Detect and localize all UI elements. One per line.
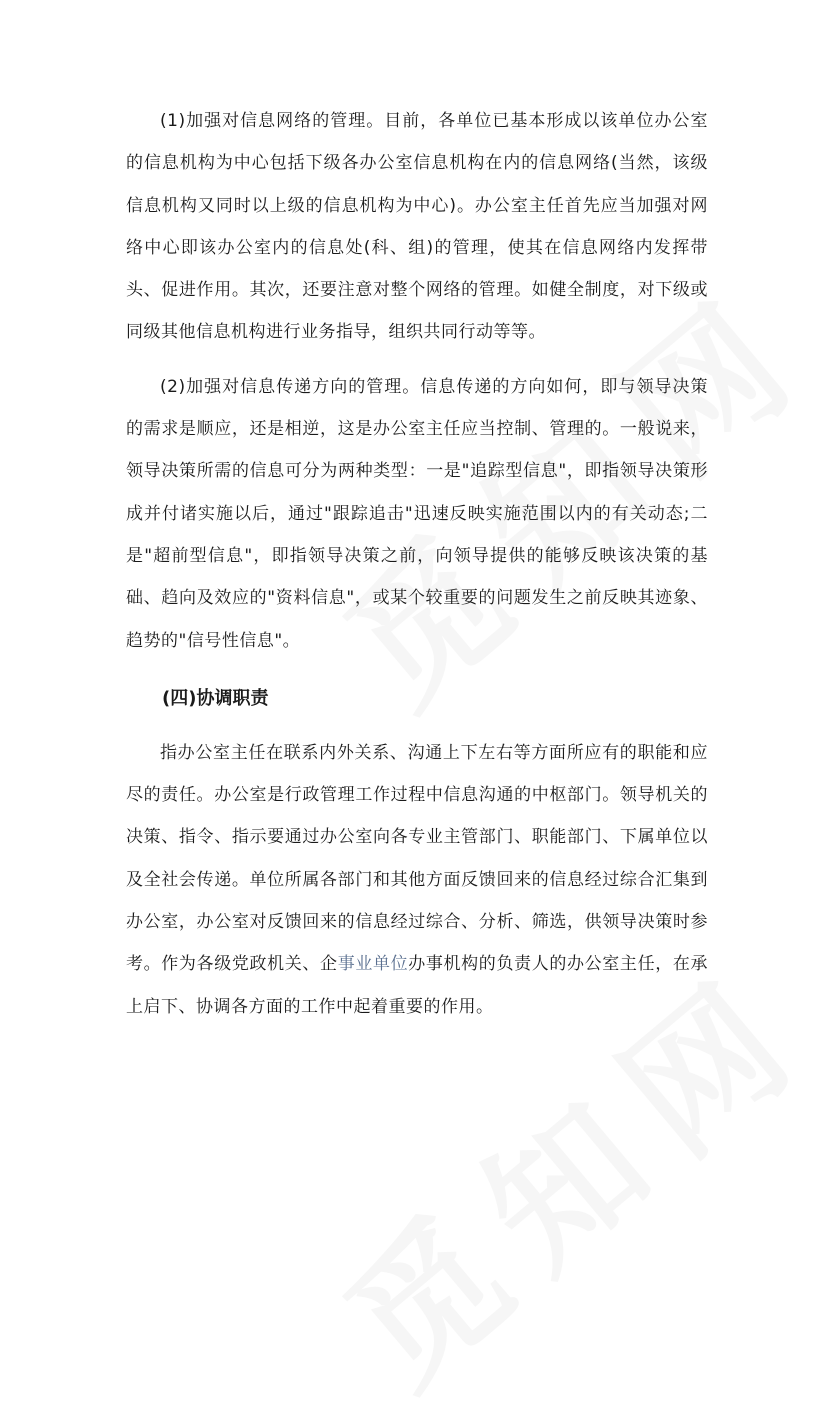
paragraph-coordination bbox=[126, 732, 708, 1028]
document-page bbox=[126, 100, 708, 1028]
paragraph-text-part2: 办事机构的负责人的办公室主任，在承上启下、协调各方面的工作中起着重要的作用。 bbox=[126, 954, 708, 1017]
paragraph-network-management: (1)加强对信息网络的管理。目前，各单位已基本形成以该单位办公室的信息机构为中心包括下级各办公室信息机构在内的信息网络(当然，该级信息机构又同时以上级的信息机构为中心)。办公室主任首先应当加强对网络中心即该办公室内的信息处(科、组)的管理，使其在信息网络内发挥带头、促进作用。其次，还要注意对整个网络的管理。如健全制度，对下级或同级其他信息机构进行业务指导，组织共同行动等等。 bbox=[126, 111, 708, 343]
paragraph-text-part1: 指办公室主任在联系内外关系、沟通上下左右等方面所应有的职能和应尽的责任。办公室是行政管理工作过程中信息沟通的中枢部门。领导机关的决策、指令、指示要通过办公室向各专业主管部门、职能部门、下属单位以及全社会传递。单位所属各部门和其他方面反馈回来的信息经过综合汇集到办公室，办公室对反馈回来的信息经过综合、分析、筛选，供领导决策时参考。作为各级党政机关、企 bbox=[126, 742, 708, 975]
enterprise-unit-link[interactable]: 事业单位 bbox=[337, 954, 409, 975]
section-heading-coordination: (四)协调职责 bbox=[162, 687, 269, 709]
paragraph-direction-management: (2)加强对信息传递方向的管理。信息传递的方向如何，即与领导决策的需求是顺应，还是相逆，这是办公室主任应当控制、管理的。一般说来，领导决策所需的信息可分为两种类型：一是"追踪型信息"，即指领导决策形成并付诸实施以后，通过"跟踪追击"迅速反映实施范围以内的有关动态;二是"超前型信息"，即指领导决策之前，向领导提供的能够反映该决策的基础、趋向及效应的"资料信息"，或某个较重要的问题发生之前反映其迹象、趋势的"信号性信息"。 bbox=[126, 376, 708, 651]
